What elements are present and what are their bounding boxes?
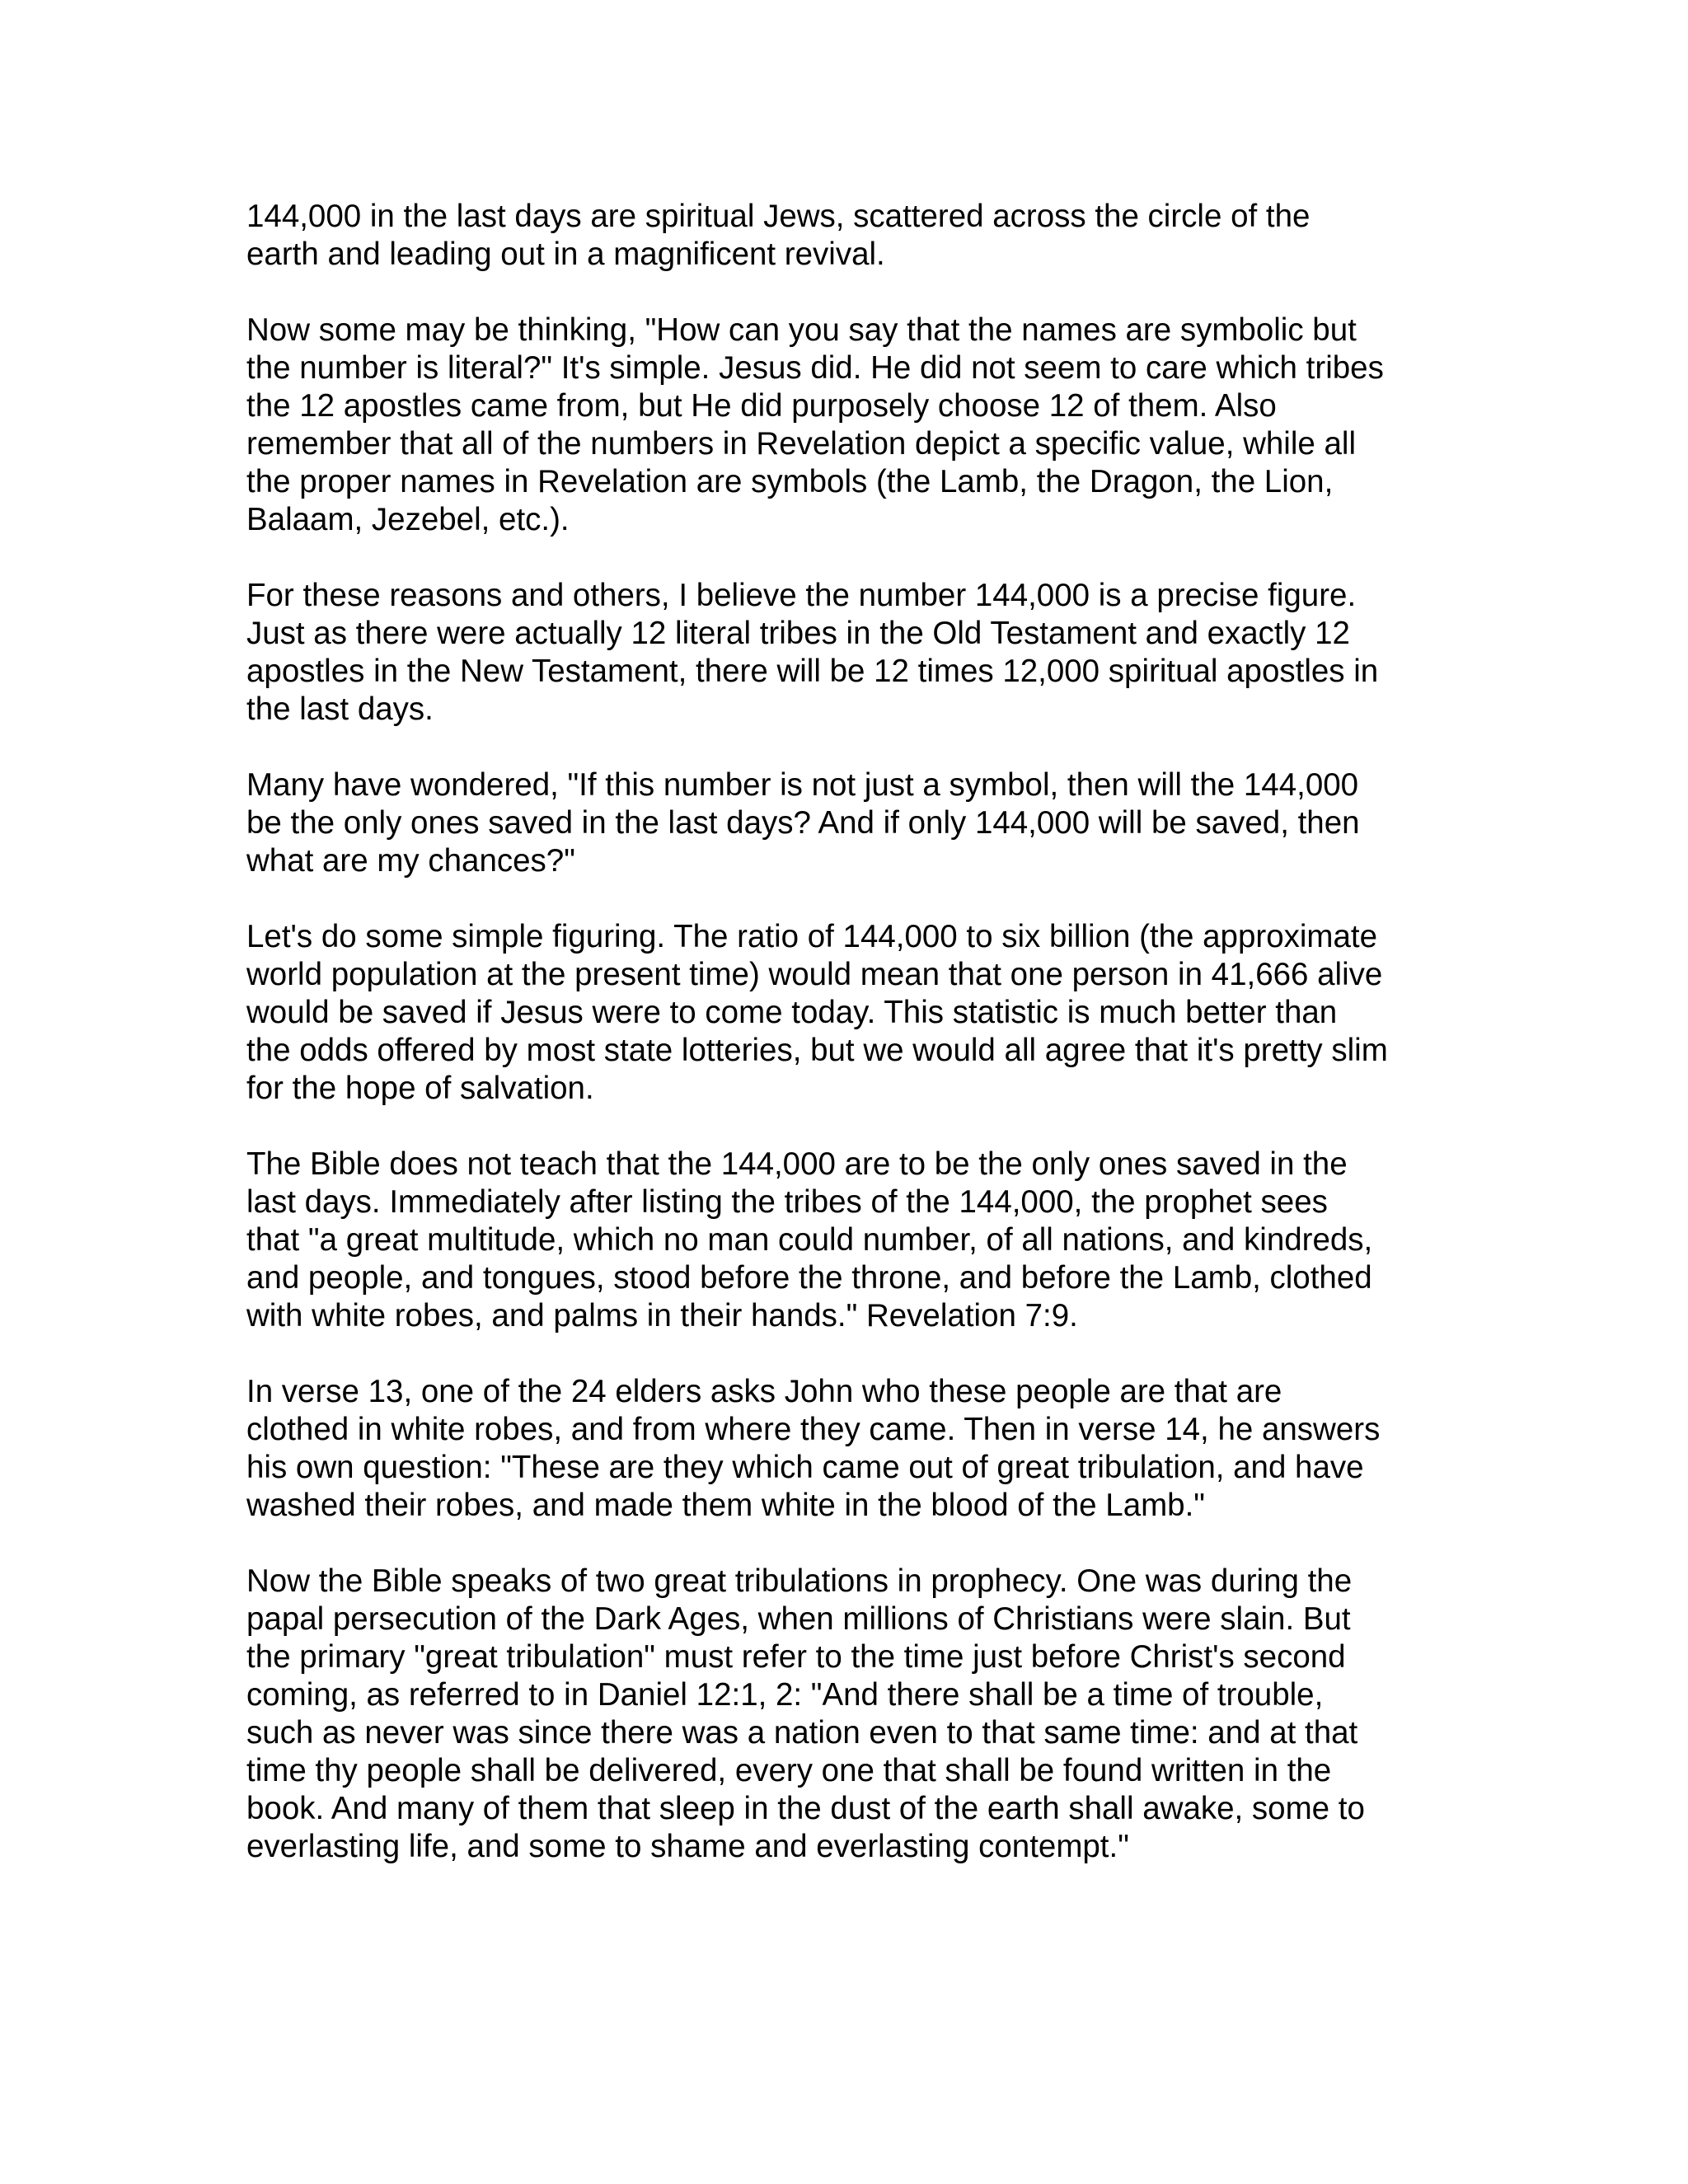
- text-line: the last days.: [246, 691, 434, 727]
- paragraph-5: [246, 918, 1450, 1108]
- text-line: coming, as referred to in Daniel 12:1, 2: "And there shall be a time of trouble,: [246, 1677, 1324, 1713]
- text-line: The Bible does not teach that the 144,000 are to be the only ones saved in the: [246, 1146, 1348, 1182]
- text-line: earth and leading out in a magnificent revival.: [246, 237, 885, 272]
- text-line: last days. Immediately after listing the tribes of the 144,000, the prophet sees: [246, 1184, 1328, 1220]
- text-line: that "a great multitude, which no man could number, of all nations, and kindreds,: [246, 1222, 1373, 1258]
- text-line: and people, and tongues, stood before the throne, and before the Lamb, clothed: [246, 1260, 1372, 1296]
- paragraph-2: [246, 312, 1450, 539]
- paragraph-1: [246, 198, 1450, 274]
- text-line: time thy people shall be delivered, every one that shall be found written in the: [246, 1753, 1332, 1788]
- text-line: book. And many of them that sleep in the dust of the earth shall awake, some to: [246, 1791, 1365, 1826]
- text-line: Now some may be thinking, "How can you say that the names are symbolic but: [246, 312, 1357, 348]
- text-line: what are my chances?": [246, 843, 575, 879]
- text-line: remember that all of the numbers in Revelation depict a specific value, while all: [246, 426, 1357, 462]
- text-line: Balaam, Jezebel, etc.).: [246, 502, 570, 537]
- paragraph-3: [246, 577, 1450, 729]
- text-line: Many have wondered, "If this number is not just a symbol, then will the 144,000: [246, 767, 1359, 803]
- text-line: for the hope of salvation.: [246, 1071, 594, 1106]
- text-line: with white robes, and palms in their hands." Revelation 7:9.: [246, 1298, 1078, 1333]
- body-text: [246, 198, 1450, 1904]
- text-line: the 12 apostles came from, but He did purposely choose 12 of them. Also: [246, 388, 1277, 424]
- text-line: 144,000 in the last days are spiritual Jews, scattered across the circle of the: [246, 199, 1311, 234]
- text-line: the primary "great tribulation" must refer to the time just before Christ's second: [246, 1639, 1346, 1675]
- text-line: For these reasons and others, I believe the number 144,000 is a precise figure.: [246, 578, 1357, 613]
- text-line: In verse 13, one of the 24 elders asks John who these people are that are: [246, 1374, 1282, 1409]
- text-line: Now the Bible speaks of two great tribulations in prophecy. One was during the: [246, 1563, 1353, 1599]
- text-line: be the only ones saved in the last days? And if only 144,000 will be saved, then: [246, 805, 1360, 841]
- text-line: world population at the present time) would mean that one person in 41,666 alive: [246, 957, 1383, 992]
- text-line: everlasting life, and some to shame and everlasting contempt.": [246, 1829, 1129, 1864]
- text-line: washed their robes, and made them white in the blood of the Lamb.": [246, 1488, 1205, 1523]
- text-line: would be saved if Jesus were to come today. This statistic is much better than: [246, 995, 1338, 1030]
- text-line: the proper names in Revelation are symbols (the Lamb, the Dragon, the Lion,: [246, 464, 1334, 499]
- text-line: his own question: "These are they which came out of great tribulation, and have: [246, 1450, 1364, 1485]
- text-line: the odds offered by most state lotteries, but we would all agree that it's pretty slim: [246, 1033, 1388, 1068]
- paragraph-6: [246, 1146, 1450, 1335]
- text-line: the number is literal?" It's simple. Jesus did. He did not seem to care which tribes: [246, 350, 1384, 386]
- text-line: papal persecution of the Dark Ages, when millions of Christians were slain. But: [246, 1601, 1351, 1637]
- text-line: such as never was since there was a nation even to that same time: and at that: [246, 1715, 1358, 1750]
- text-line: Just as there were actually 12 literal tribes in the Old Testament and exactly 12: [246, 616, 1350, 651]
- text-line: apostles in the New Testament, there will be 12 times 12,000 spiritual apostles in: [246, 654, 1379, 689]
- text-line: Let's do some simple figuring. The ratio of 144,000 to six billion (the approximate: [246, 919, 1377, 954]
- paragraph-7: [246, 1373, 1450, 1525]
- paragraph-8: [246, 1563, 1450, 1866]
- text-line: clothed in white robes, and from where they came. Then in verse 14, he answers: [246, 1412, 1381, 1447]
- paragraph-4: [246, 766, 1450, 880]
